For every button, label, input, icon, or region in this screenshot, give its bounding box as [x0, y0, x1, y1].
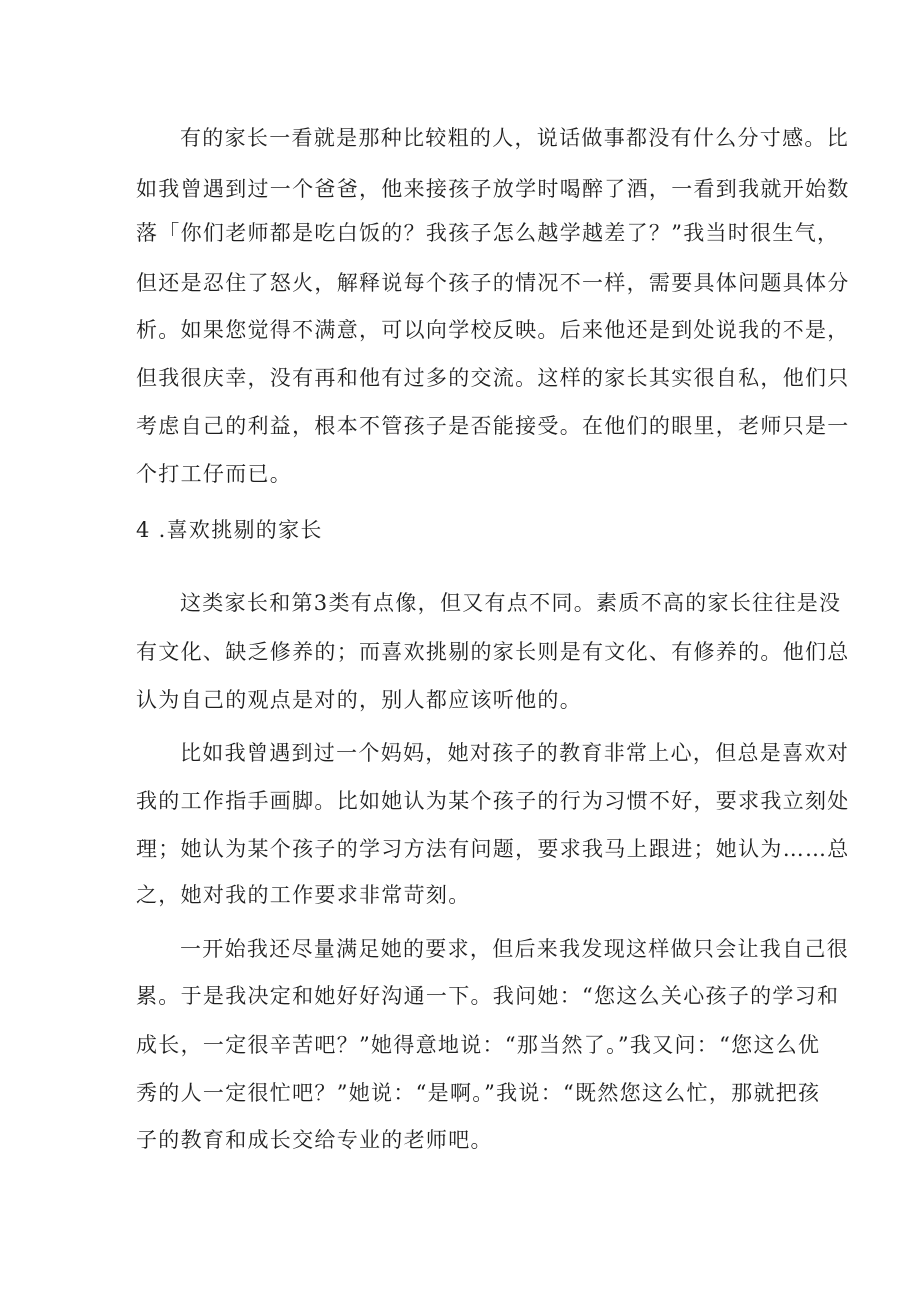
paragraph-4-line-4: 秀的人一定很忙吧？”她说：“是啊。”我说：“既然您这么忙，那就把孩 [136, 1081, 821, 1105]
paragraph-3-line-3: 理；她认为某个孩子的学习方法有问题，要求我马上跟进；她认为……总 [136, 837, 850, 861]
paragraph-4-line-5: 子的教育和成长交给专业的老师吧。 [136, 1128, 493, 1152]
paragraph-3-line-4: 之，她对我的工作要求非常苛刻。 [136, 883, 471, 907]
paragraph-3-line-2: 我的工作指手画脚。比如她认为某个孩子的行为习惯不好，要求我立刻处 [136, 789, 850, 813]
paragraph-4-line-1: 一开始我还尽量满足她的要求，但后来我发现这样做只会让我自己很 [180, 937, 849, 961]
paragraph-1-line-7: 考虑自己的利益，根本不管孩子是否能接受。在他们的眼里，老师只是一 [136, 414, 850, 438]
paragraph-1-line-5: 析。如果您觉得不满意，可以向学校反映。后来他还是到处说我的不是， [136, 318, 850, 342]
paragraph-2-line-3: 认为自己的观点是对的，别人都应该听他的。 [136, 688, 582, 712]
paragraph-1-line-3: 落「你们老师都是吃白饭的？我孩子怎么越学越差了？”我当时很生气， [136, 221, 840, 245]
paragraph-1-line-4: 但还是忍住了怒火，解释说每个孩子的情况不一样，需要具体问题具体分 [136, 271, 850, 295]
paragraph-2-line-2: 有文化、缺乏修养的；而喜欢挑剔的家长则是有文化、有修养的。他们总 [136, 640, 850, 664]
paragraph-4-line-3: 成长，一定很辛苦吧？”她得意地说：“那当然了。”我又问：“您这么优 [136, 1033, 821, 1057]
section-heading: 4 .喜欢挑剔的家长 [136, 518, 323, 542]
paragraph-1-line-2: 如我曾遇到过一个爸爸，他来接孩子放学时喝醉了酒，一看到我就开始数 [136, 177, 850, 201]
paragraph-1-line-6: 但我很庆幸，没有再和他有过多的交流。这样的家长其实很自私，他们只 [136, 366, 850, 390]
paragraph-4-line-2: 累。于是我决定和她好好沟通一下。我问她：“您这么关心孩子的学习和 [136, 984, 840, 1008]
paragraph-2-line-1: 这类家长和第3类有点像，但又有点不同。素质不高的家长往往是没 [180, 591, 842, 615]
paragraph-3-line-1: 比如我曾遇到过一个妈妈，她对孩子的教育非常上心，但总是喜欢对 [180, 741, 849, 765]
paragraph-1-line-1: 有的家长一看就是那种比较粗的人，说话做事都没有什么分寸感。比 [180, 126, 849, 150]
paragraph-1-line-8: 个打工仔而已。 [136, 462, 293, 486]
